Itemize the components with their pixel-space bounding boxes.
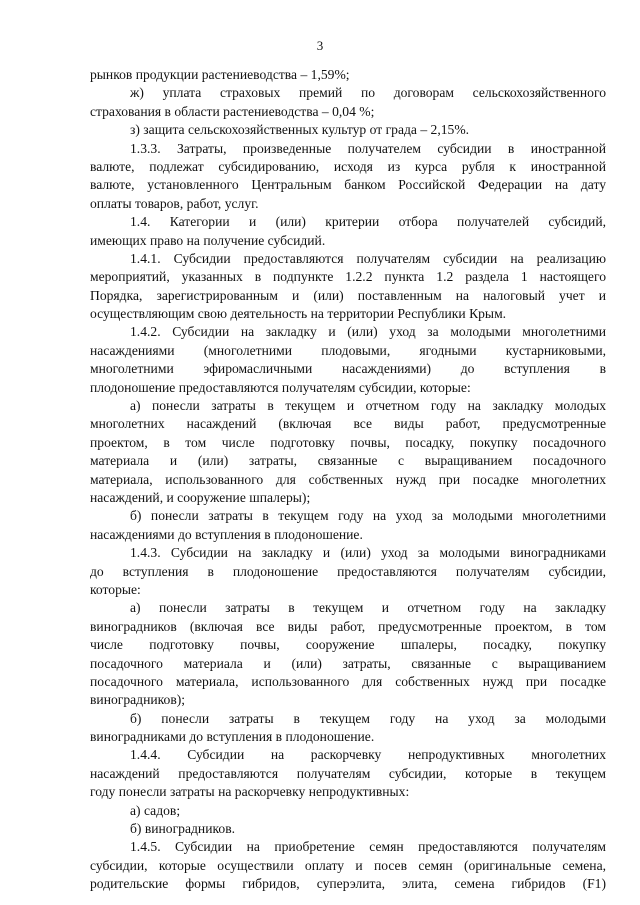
- text-line: материала, использованного для собственных нужд при посадке многолетних: [90, 471, 606, 487]
- text-line: плодоношение предоставляются получателям субсидии, которые:: [90, 379, 471, 395]
- text-line: 1.4.1. Субсидии предоставляются получателям субсидии на реализацию: [130, 250, 606, 266]
- text-line: 1.4.5. Субсидии на приобретение семян предоставляются получателям: [130, 839, 606, 855]
- text-line: материала и (или) затраты, связанные с выращиванием посадочного: [90, 453, 606, 469]
- text-line: проектом, в том числе подготовку почвы, посадку, покупку посадочного: [90, 434, 606, 450]
- text-line: посадочного материала, использованного для собственных нужд при посадке: [90, 673, 606, 689]
- text-line: мероприятий, указанных в подпункте 1.2.2 пункта 1.2 раздела 1 настоящего: [90, 269, 606, 285]
- text-line: 1.4.4. Субсидии на раскорчевку непродуктивных многолетних: [130, 747, 606, 763]
- text-line: году понесли затраты на раскорчевку непродуктивных:: [90, 784, 410, 800]
- text-line: валюте, подлежат субсидированию, исходя из курса рубля к иностранной: [90, 158, 606, 174]
- text-line: Порядка, зарегистрированным и (или) поставленным на налоговый учет и: [90, 287, 606, 303]
- text-line: а) садов;: [130, 802, 181, 818]
- text-line: рынков продукции растениеводства – 1,59%;: [90, 67, 350, 82]
- text-line: а) понесли затраты в текущем и отчетном году на закладку: [130, 600, 606, 616]
- text-line: 1.3.3. Затраты, произведенные получателем субсидии в иностранной: [130, 140, 606, 156]
- text-line: многолетних насаждений (включая все виды работ, предусмотренные: [90, 416, 606, 432]
- text-line: числе подготовку почвы, сооружение шпалеры, посадку, покупку: [90, 637, 606, 653]
- text-line: которые:: [90, 581, 141, 597]
- text-line: оплаты товаров, работ, услуг.: [90, 195, 259, 211]
- text-line: 1.4.3. Субсидии на закладку и (или) уход за молодыми виноградниками: [130, 545, 606, 561]
- text-line: з) защита сельскохозяйственных культур от града – 2,15%.: [130, 122, 470, 138]
- text-line: насаждений, и сооружение шпалеры);: [90, 489, 311, 505]
- text-line: осуществляющим свою деятельность на территории Республики Крым.: [90, 306, 507, 322]
- text-line: многолетними эфиромасличными насаждениями) до вступления в: [90, 361, 606, 377]
- text-line: б) понесли затраты в текущем году на уход за молодыми: [130, 710, 606, 726]
- text-line: виноградников);: [90, 692, 186, 708]
- text-line: посадочного материала и (или) затраты, связанные с выращиванием: [90, 655, 606, 671]
- text-line: 1.4. Категории и (или) критерии отбора получателей субсидий,: [130, 214, 606, 230]
- text-line: б) виноградников.: [130, 821, 236, 837]
- text-line: до вступления в плодоношение предоставляются получателям субсидии,: [90, 563, 606, 579]
- text-line: насаждениями (многолетними плодовыми, ягодными кустарниковыми,: [90, 342, 606, 358]
- text-line: валюте, установленного Центральным банком Российской Федерации на дату: [90, 177, 606, 193]
- text-line: насаждений предоставляются получателям субсидии, которые в текущем: [90, 765, 606, 781]
- body-text: [90, 66, 606, 894]
- text-line: имеющих право на получение субсидий.: [90, 232, 326, 248]
- text-line: субсидии, которые осуществили оплату и посев семян (оригинальные семена,: [90, 857, 606, 873]
- text-line: ж) уплата страховых премий по договорам сельскохозяйственного: [130, 85, 606, 101]
- text-line: б) понесли затраты в текущем году на уход за молодыми многолетними: [130, 508, 606, 524]
- text-line: родительские формы гибридов, суперэлита, элита, семена гибридов (F1): [90, 876, 606, 892]
- page-number: 3: [316, 38, 324, 53]
- text-line: страхования в области растениеводства – 0,04 %;: [90, 103, 375, 119]
- text-line: 1.4.2. Субсидии на закладку и (или) уход за молодыми многолетними: [130, 324, 606, 340]
- text-line: насаждениями до вступления в плодоношение.: [90, 526, 363, 542]
- text-line: виноградниками до вступления в плодоношение.: [90, 729, 375, 745]
- text-line: виноградников (включая все виды работ, предусмотренные проектом, в том: [90, 618, 606, 634]
- text-line: а) понесли затраты в текущем и отчетном году на закладку молодых: [130, 398, 606, 414]
